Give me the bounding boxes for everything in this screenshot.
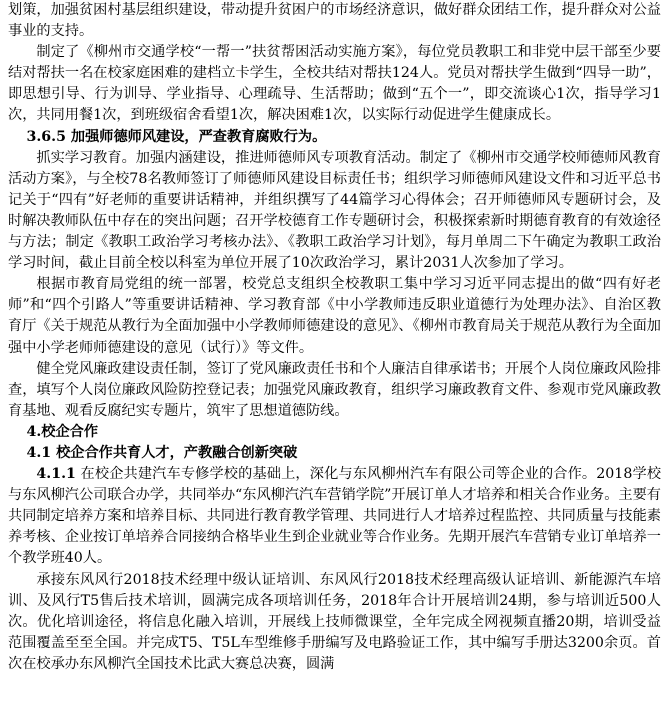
paragraph-number: 4.1.1 [36, 466, 76, 483]
section-heading: 3.6.5 加强师德师风建设，严查教育腐败行为。 [26, 128, 327, 145]
chapter-heading: 4.校企合作 [26, 423, 99, 440]
paragraph: 健全党风廉政建设责任制，签订了党风廉政责任书和个人廉洁自律承诺书；开展个人岗位廉政风险排查，填写个人岗位廉政风险防控登记表；加强党风廉政教育，组织学习廉政教育文件、参观市党风廉政教育基地、观看反腐纪实专题片，筑牢了思想道德防线。 [8, 360, 661, 419]
paragraph [8, 464, 661, 569]
paragraph: 抓实学习教育。加强内涵建设，推进师德师风专项教育活动。制定了《柳州市交通学校师德师风教育活动方案》，与全校78名教师签订了师德师风建设目标责任书；组织学习师德师风建设文件和习近平总书记关于“四有”好老师的重要讲话精神，并组织撰写了44篇学习心得体会；召开师德师风专题研讨会，及时解决教师队伍中存在的突出问题；召开学校德育工作专题研讨会，积极探索新时期德育教育的有效途径与方法；制定《教职工政治学习考核办法》、《教职工政治学习计划》，每月单周二下午确定为教职工政治学习时间，截止目前全校以科室为单位开展了10次政治学习，累计2031人次参加了学习。 [8, 149, 661, 272]
paragraph: 承接东风风行2018技术经理中级认证培训、东风风行2018技术经理高级认证培训、新能源汽车培训、及风行T5售后技术培训，圆满完成各项培训任务，2018年合计开展培训24期，参与培训近500人次。优化培训途径，将信息化融入培训，开展线上技师微课堂，全年完成全网视频直播20期，培训受益范围覆盖至至全国。并完成T5、T5L车型维修手册编写及电路验证工作，其中编写手册达3200余页。首次在校承办东风柳汽全国技术比武大赛总决赛，圆满 [8, 571, 661, 672]
paragraph: 制定了《柳州市交通学校“一帮一”扶贫帮困活动实施方案》，每位党员教职工和非党中层干部至少要结对帮扶一名在校家庭困难的建档立卡学生，全校共结对帮扶124人。党员对帮扶学生做到“四导一助”，即思想引导、行为训导、学业指导、心理疏导、生活帮助；做到“五个一”，即交流谈心1次，指导学习1次，共同用餐1次，到班级宿舍看望1次，解决困难1次，以实际行动促进学生健康成长。 [8, 44, 661, 124]
paragraph: 划策，加强贫困村基层组织建设，带动提升贫困户的市场经济意识，做好群众团结工作，提升群众对公益事业的支持。 [8, 2, 661, 40]
paragraph: 根据市教育局党组的统一部署，校党总支组织全校教职工集中学习习近平同志提出的做“四有好老师”和“四个引路人”等重要讲话精神、学习教育部《中小学教师违反职业道德行为处理办法》、自治区教育厅《关于规范从教行为全面加强中小学教师师德建设的意见》、《柳州市教育局关于规范从教行为全面加强中小学老师师德建设的意见（试行）》等文件。 [8, 276, 661, 356]
paragraph-body: 在校企共建汽车专修学校的基础上，深化与东风柳州汽车有限公司等企业的合作。2018学校与东风柳汽公司联合办学，共同举办“东风柳汽汽车营销学院”开展订单人才培养和相关合作业务。主要有共同制定培养方案和培养目标、共同进行教育教学管理、共同进行人才培养过程监控、共同质量与技能素养考核、企业按订单培养合同接纳合格毕业生到企业就业等合作业务。先期开展汽车营销专业订单培养一个教学班40人。 [8, 466, 662, 567]
subsection-heading: 4.1 校企合作共育人才，产教融合创新突破 [26, 444, 298, 461]
